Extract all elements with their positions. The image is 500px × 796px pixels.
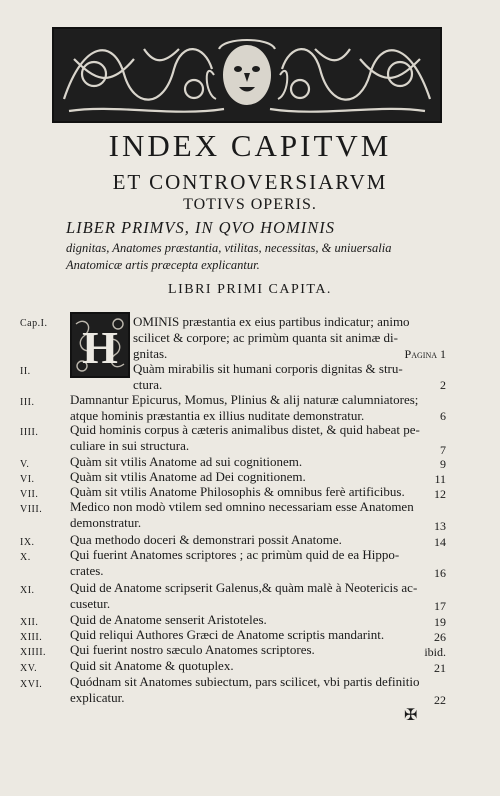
chapter-numeral: IIII. xyxy=(20,427,39,438)
index-title-line-2: ET CONTROVERSIARVM xyxy=(112,170,388,194)
liber-primus-description-2: Anatomicæ artis præcepta explicantur. xyxy=(66,258,260,272)
chapter-text-line: demonstratur. xyxy=(70,515,142,530)
chapter-text-line: atque hominis præstantia ex illius nuditate demonstratur. xyxy=(70,408,365,423)
cross-ornament-icon: ✠ xyxy=(404,707,418,724)
chapter-page: 22 xyxy=(434,693,446,707)
chapter-text-line: Quid de Anatome scripserit Galenus,& quàm malè à Neotericis ac- xyxy=(70,580,418,595)
chapter-numeral: XIII. xyxy=(20,632,43,643)
chapter-text-line: explicatur. xyxy=(70,690,125,705)
chapter-text-line: Quàm sit vtilis Anatome ad Dei cognitionem. xyxy=(70,469,306,484)
chapter-numeral: X. xyxy=(20,552,31,563)
chapter-text-line: scilicet & corpore; ac primùm quanta sit animæ di- xyxy=(133,330,398,345)
chapter-numeral: II. xyxy=(20,366,31,377)
chapter-text-line: Medico non modò vtilem sed omnino necessariam esse Anatomen xyxy=(70,499,414,514)
chapter-text-line: Quàm sit vtilis Anatome Philosophis & omnibus ferè artificibus. xyxy=(70,484,405,499)
chapter-text-line: culiare in sui structura. xyxy=(70,438,190,453)
chapter-text-line: Qui fuerint Anatomes scriptores ; ac primùm quid de ea Hippo- xyxy=(70,547,400,562)
ornamental-headpiece xyxy=(52,27,442,123)
liber-primus-heading: LIBER PRIMVS, IN QVO HOMINIS xyxy=(66,218,335,237)
chapter-numeral: XV. xyxy=(20,663,38,674)
chapter-numeral: IX. xyxy=(20,537,35,548)
chapter-text-line: Quàm sit vtilis Anatome ad sui cognitionem. xyxy=(70,454,303,469)
chapter-numeral: XIIII. xyxy=(20,647,47,658)
chapter-page: 21 xyxy=(434,661,446,675)
index-title-line-1: INDEX CAPITVM xyxy=(108,128,392,163)
chapter-text-line: Qua methodo doceri & demonstrari possit Anatome. xyxy=(70,532,342,547)
chapter-text-line: cusetur. xyxy=(70,596,111,611)
chapter-page: 7 xyxy=(440,443,446,457)
chapter-text-line: Quid hominis corpus à cæteris animalibus distet, & quid habeat pe- xyxy=(70,422,420,437)
chapter-text-line: Quid sit Anatome & quotuplex. xyxy=(70,658,234,673)
chapter-numeral: XI. xyxy=(20,585,35,596)
chapter-page: ibid. xyxy=(424,645,446,659)
chapter-numeral: XVI. xyxy=(20,679,43,690)
chapter-text-line: gnitas. xyxy=(133,346,168,361)
chapter-page: 6 xyxy=(440,409,446,423)
chapter-page: Pagina 1 xyxy=(404,347,446,361)
chapter-numeral: III. xyxy=(20,397,35,408)
chapter-text-line: Quàm mirabilis sit humani corporis dignitas & stru- xyxy=(133,361,403,376)
svg-text:H: H xyxy=(82,322,118,373)
chapter-text-line: Damnantur Epicurus, Momus, Plinius & alij naturæ calumniatores; xyxy=(70,392,419,407)
decorated-initial-h xyxy=(70,312,130,378)
chapter-text-line: ctura. xyxy=(133,377,163,392)
chapter-numeral: V. xyxy=(20,459,30,470)
liber-primus-description-1: dignitas, Anatomes præstantia, vtilitas, necessitas, & uniuersalia xyxy=(66,241,392,255)
chapter-text-line: Qui fuerint nostro sæculo Anatomes scriptores. xyxy=(70,642,315,657)
chapter-page: 16 xyxy=(434,566,446,580)
chapter-page: 26 xyxy=(434,630,446,644)
chapter-text-line: OMINIS præstantia ex eius partibus indicatur; animo xyxy=(133,314,410,329)
chapter-page: 12 xyxy=(434,487,446,501)
chapter-page: 14 xyxy=(434,535,446,549)
chapter-numeral: VII. xyxy=(20,489,39,500)
chapter-numeral: XII. xyxy=(20,617,39,628)
chapter-page: 11 xyxy=(434,472,446,486)
chapter-text-line: Quid de Anatome senserit Aristoteles. xyxy=(70,612,267,627)
chapter-page: 19 xyxy=(434,615,446,629)
chapter-text-line: Quid reliqui Authores Græci de Anatome scriptis mandarint. xyxy=(70,627,385,642)
chapter-numeral: VI. xyxy=(20,474,35,485)
chapter-page: 13 xyxy=(434,519,446,533)
section-heading: LIBRI PRIMI CAPITA. xyxy=(168,282,332,297)
chapter-page: 9 xyxy=(440,457,446,471)
chapter-text-line: Quódnam sit Anatomes subiectum, pars scilicet, vbi partis definitio xyxy=(70,674,420,689)
chapter-numeral: Cap.I. xyxy=(20,318,48,329)
chapter-text-line: crates. xyxy=(70,563,104,578)
chapter-numeral: VIII. xyxy=(20,504,43,515)
chapter-page: 2 xyxy=(440,378,446,392)
chapter-page: 17 xyxy=(434,599,446,613)
index-title-line-3: TOTIVS OPERIS. xyxy=(183,196,317,213)
